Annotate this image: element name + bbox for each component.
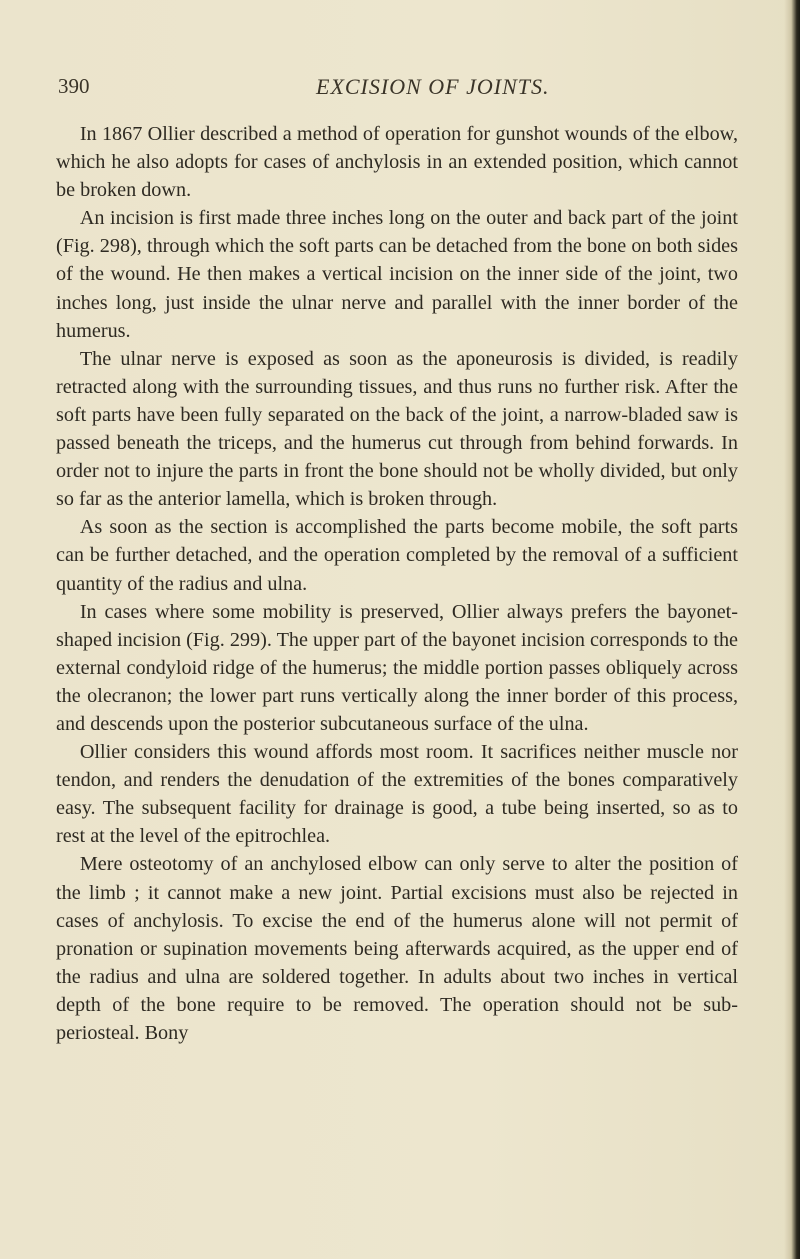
paragraph: In 1867 Ollier described a method of operation for gunshot wounds of the elbow, which he also adopts for cases of anchylosis in an extended position, which cannot be broken down. bbox=[56, 123, 738, 202]
page-edge-shadow bbox=[784, 0, 800, 1259]
page-number: 390 bbox=[58, 74, 90, 98]
body-text bbox=[56, 120, 738, 1047]
paragraph: An incision is first made three inches long on the outer and back part of the joint (Fig. 298), through which the soft parts can be detached from the bone on both sides of the wound. He then makes a vertical incision on the inner side of the joint, two inches long, just inside the ulnar nerve and parallel with the inner border of the humerus. bbox=[56, 207, 738, 342]
paragraph: As soon as the section is accomplished the parts become mobile, the soft parts can be further detached, and the operation completed by the removal of a sufficient quantity of the radius and ulna. bbox=[56, 516, 738, 595]
paragraph: In cases where some mobility is preserved, Ollier always prefers the bayonet-shaped incision (Fig. 299). The upper part of the bayonet incision corresponds to the external condyloid ridge of the humerus; the middle portion passes obliquely across the olecranon; the lower part runs vertically along the inner border of this process, and descends upon the posterior subcutaneous surface of the ulna. bbox=[56, 600, 738, 735]
paragraph: Ollier considers this wound affords most room. It sacrifices neither muscle nor tendon, and renders the denudation of the extremities of the bones comparatively easy. The subsequent facility for drainage is good, a tube being inserted, so as to rest at the level of the epitrochlea. bbox=[56, 741, 738, 848]
paragraph: The ulnar nerve is exposed as soon as the aponeurosis is divided, is readily retracted along with the surrounding tissues, and thus runs no further risk. After the soft parts have been fully separated on the back of the joint, a narrow-bladed saw is passed beneath the triceps, and the humerus cut through from behind forwards. In order not to injure the parts in front the bone should not be wholly divided, but only so far as the anterior lamella, which is broken through. bbox=[56, 347, 738, 511]
paragraph: Mere osteotomy of an anchylosed elbow can only serve to alter the position of the limb ; it cannot make a new joint. Partial excisions must also be rejected in cases of anchylosis. To excise the end of the humerus alone will not permit of pronation or supination movements being afterwards acquired, as the upper end of the radius and ulna are soldered together. In adults about two inches in vertical depth of the bone require to be removed. The operation should not be sub-periosteal. Bony bbox=[56, 853, 738, 1044]
running-head bbox=[58, 74, 748, 110]
running-title: EXCISION OF JOINTS. bbox=[316, 74, 550, 99]
